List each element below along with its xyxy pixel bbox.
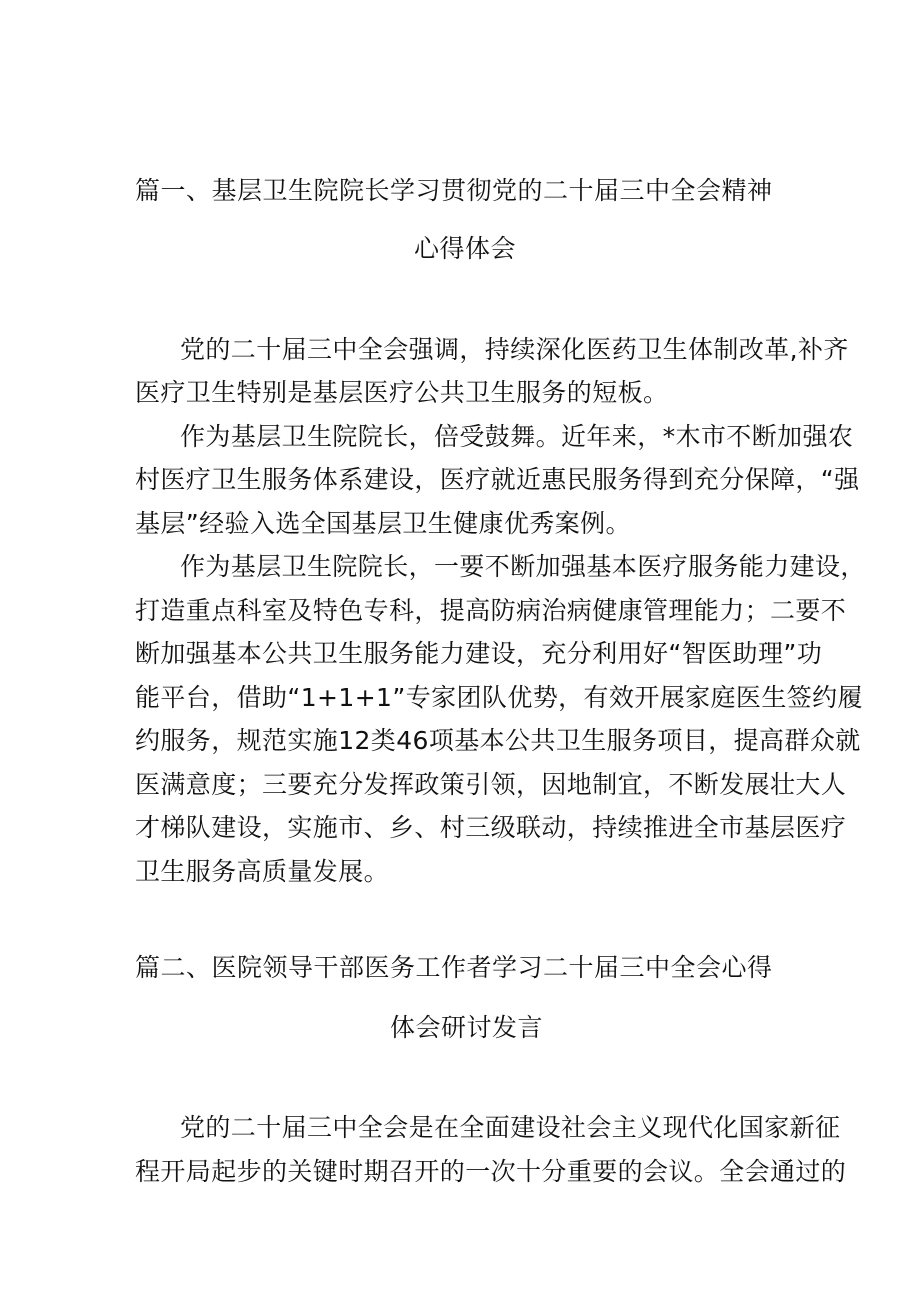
paragraph-line: 党的二十届三中全会是在全面建设社会主义现代化国家新征 bbox=[180, 1113, 841, 1142]
paragraph-line: 医疗卫生特别是基层医疗公共卫生服务的短板。 bbox=[135, 378, 669, 407]
section-2-title-line-2: 体会研讨发言 bbox=[390, 1013, 544, 1042]
paragraph-line: 打造重点科室及特色专科，提高防病治病健康管理能力；二要不 bbox=[135, 596, 847, 625]
paragraph-line: 能平台，借助“1+1+1”专家团队优势，有效开展家庭医生签约履 bbox=[135, 683, 863, 712]
section-1-title-line-1: 篇一、基层卫生院院长学习贯彻党的二十届三中全会精神 bbox=[135, 176, 773, 205]
paragraph-line: 医满意度；三要充分发挥政策引领，因地制宜，不断发展壮大人 bbox=[135, 770, 847, 799]
paragraph-line: 村医疗卫生服务体系建设，医疗就近惠民服务得到充分保障，“强 bbox=[135, 465, 860, 494]
section-1-title-line-2: 心得体会 bbox=[414, 234, 517, 263]
paragraph-line: 作为基层卫生院院长，一要不断加强基本医疗服务能力建设， bbox=[180, 552, 866, 581]
paragraph-line: 基层”经验入选全国基层卫生健康优秀案例。 bbox=[135, 509, 631, 538]
paragraph-line: 卫生服务高质量发展。 bbox=[135, 857, 390, 886]
paragraph-line: 才梯队建设，实施市、乡、村三级联动，持续推进全市基层医疗 bbox=[135, 813, 847, 842]
paragraph-line: 断加强基本公共卫生服务能力建设，充分利用好“智医助理”功 bbox=[135, 639, 823, 668]
paragraph-line: 作为基层卫生院院长，倍受鼓舞。近年来，*木市不断加强农 bbox=[180, 422, 854, 451]
section-2-title-line-1: 篇二、医院领导干部医务工作者学习二十届三中全会心得 bbox=[135, 953, 773, 982]
paragraph-line: 程开局起步的关键时期召开的一次十分重要的会议。全会通过的 bbox=[135, 1157, 847, 1186]
paragraph-line: 党的二十届三中全会强调，持续深化医药卫生体制改革,补齐 bbox=[180, 335, 849, 364]
paragraph-line: 约服务，规范实施12类46项基本公共卫生服务项目，提高群众就 bbox=[135, 726, 861, 755]
